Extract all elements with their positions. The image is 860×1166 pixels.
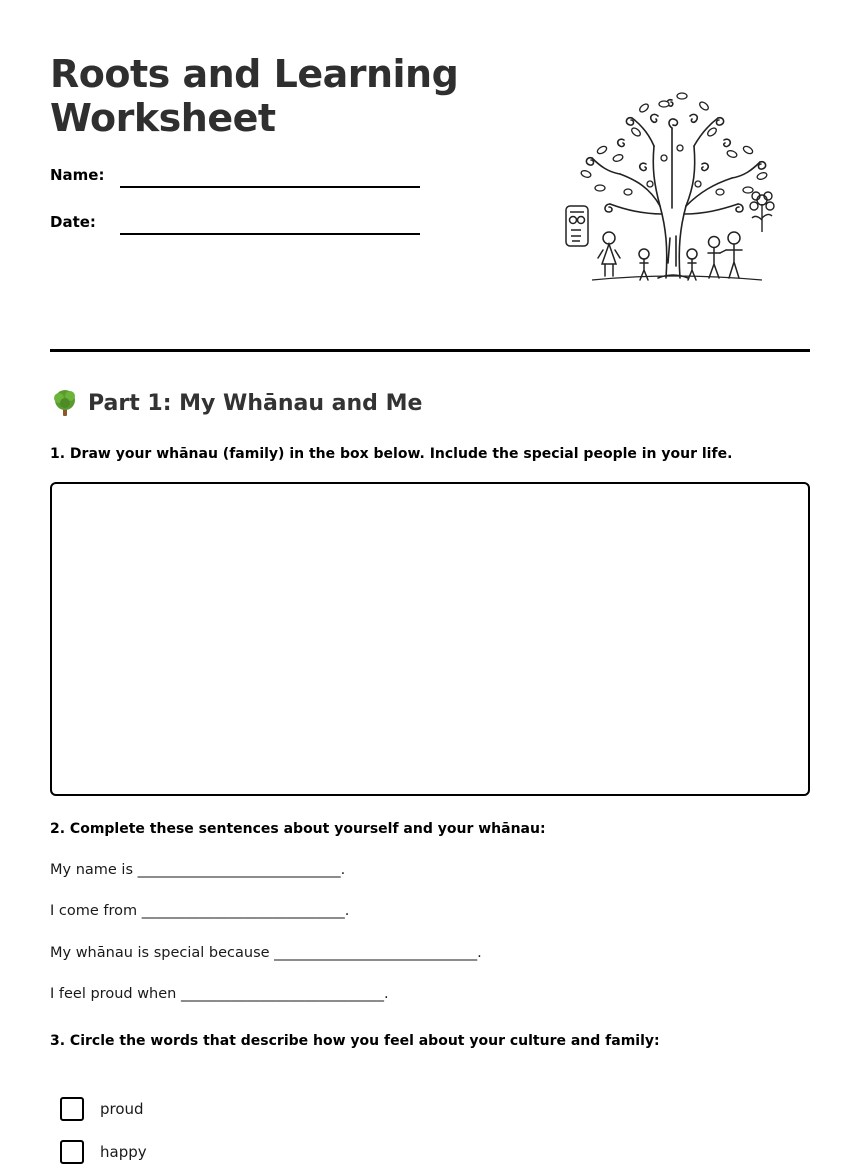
- date-write-line[interactable]: [120, 233, 420, 235]
- question-1: 1. Draw your whānau (family) in the box below. Include the special people in your life.: [50, 446, 733, 462]
- checkbox-proud[interactable]: [60, 1097, 84, 1121]
- date-field-row: [50, 213, 430, 243]
- sentence-feel-proud[interactable]: I feel proud when ____________________________.: [50, 986, 389, 1002]
- family-drawing-box[interactable]: [50, 482, 810, 796]
- worksheet-page: [50, 0, 810, 1161]
- date-label: Date:: [50, 213, 96, 231]
- sentence-come-from[interactable]: I come from ____________________________.: [50, 903, 350, 919]
- feeling-option-proud[interactable]: [60, 1095, 144, 1123]
- question-3: 3. Circle the words that describe how you feel about your culture and family:: [50, 1033, 660, 1049]
- title-line-1: Roots and Learning: [50, 52, 459, 96]
- sentence-my-name[interactable]: My name is ____________________________.: [50, 862, 346, 878]
- part-1-heading: [50, 388, 422, 418]
- sentence-whanau-special[interactable]: My whānau is special because ____________________________.: [50, 945, 482, 961]
- feeling-label-happy: happy: [100, 1143, 147, 1161]
- header-divider: [50, 349, 810, 352]
- worksheet-title: [50, 52, 520, 140]
- feeling-label-proud: proud: [100, 1100, 144, 1118]
- part-1-heading-text: Part 1: My Whānau and Me: [88, 390, 423, 416]
- question-2: 2. Complete these sentences about yourself and your whānau:: [50, 821, 546, 837]
- feeling-option-happy[interactable]: [60, 1138, 147, 1166]
- family-tree-illustration: [562, 88, 790, 288]
- name-label: Name:: [50, 166, 105, 184]
- name-field-row: [50, 166, 430, 196]
- deciduous-tree-icon: [50, 388, 80, 418]
- checkbox-happy[interactable]: [60, 1140, 84, 1164]
- title-line-2: Worksheet: [50, 96, 276, 140]
- name-write-line[interactable]: [120, 186, 420, 188]
